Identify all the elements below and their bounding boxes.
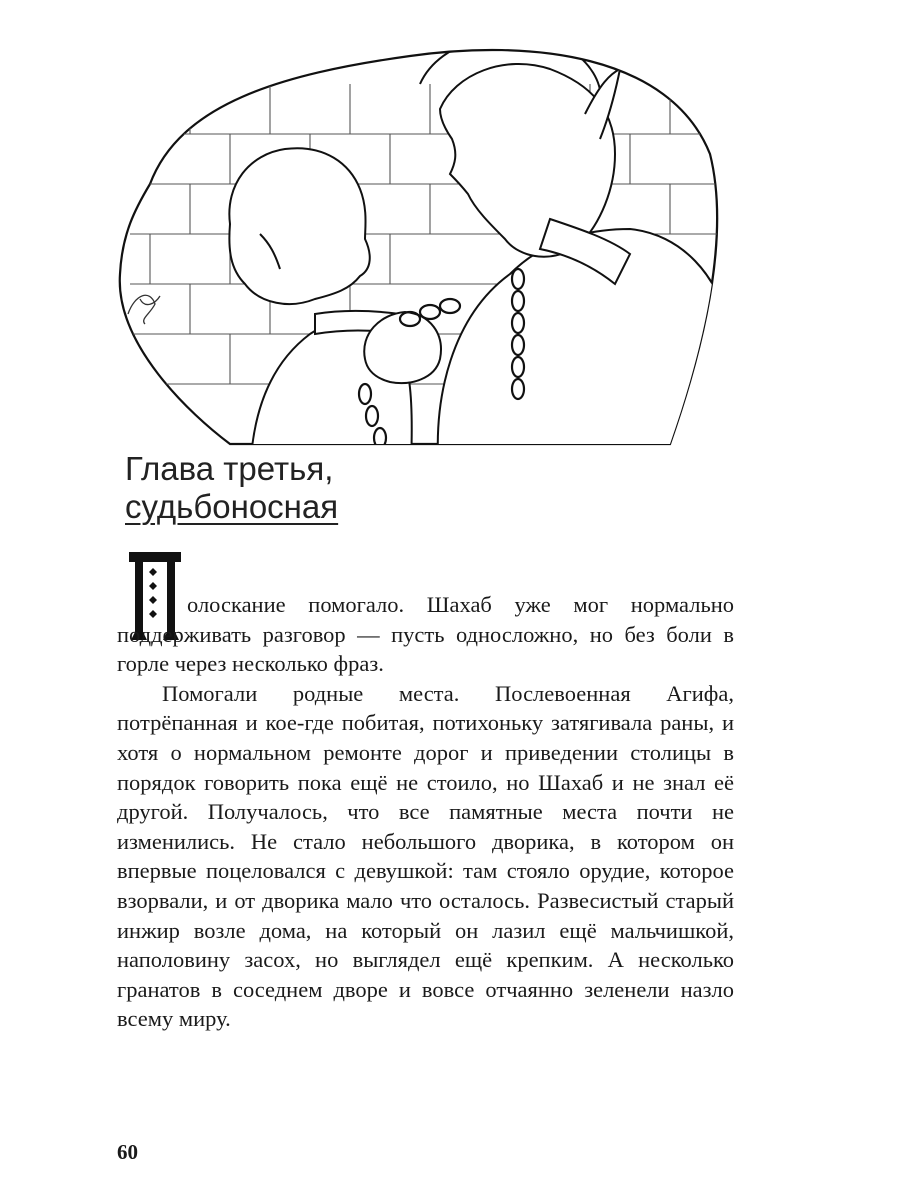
chapter-illustration (110, 14, 730, 484)
paragraph-2: Помогали родные места. Послевоенная Агифа, потрёпанная и кое-где побитая, потихоньку затягивала раны, и хотя о нормальном ремонте дорог и приведении столицы в порядок говорить пока ещё не стоило, но Шахаб и не знал её другой. Получалось, что все памятные места почти не изменились. Не стало небольшого дворика, в котором он впервые поцеловался с девушкой: там стояло орудие, которое взорвали, и от дворика мало что осталось. Развесистый старый инжир возле дома, на который он лазил ещё мальчишкой, наполовину засох, но выглядел ещё крепким. А несколько гранатов в соседнем дворе и вовсе отчаянно зеленели назло всему миру. (117, 680, 734, 1032)
chapter-title-line1: Глава третья, (125, 450, 334, 487)
chapter-title-line2: судьбоносная (125, 488, 339, 525)
page-number: 60 (117, 1140, 138, 1164)
chapter-title (125, 450, 338, 526)
body-text (117, 590, 734, 1034)
paragraph-1: олоскание помогало. Шахаб уже мог нормально поддерживать разговор — пусть односложно, но без боли в горле через несколько фраз. (117, 592, 734, 677)
